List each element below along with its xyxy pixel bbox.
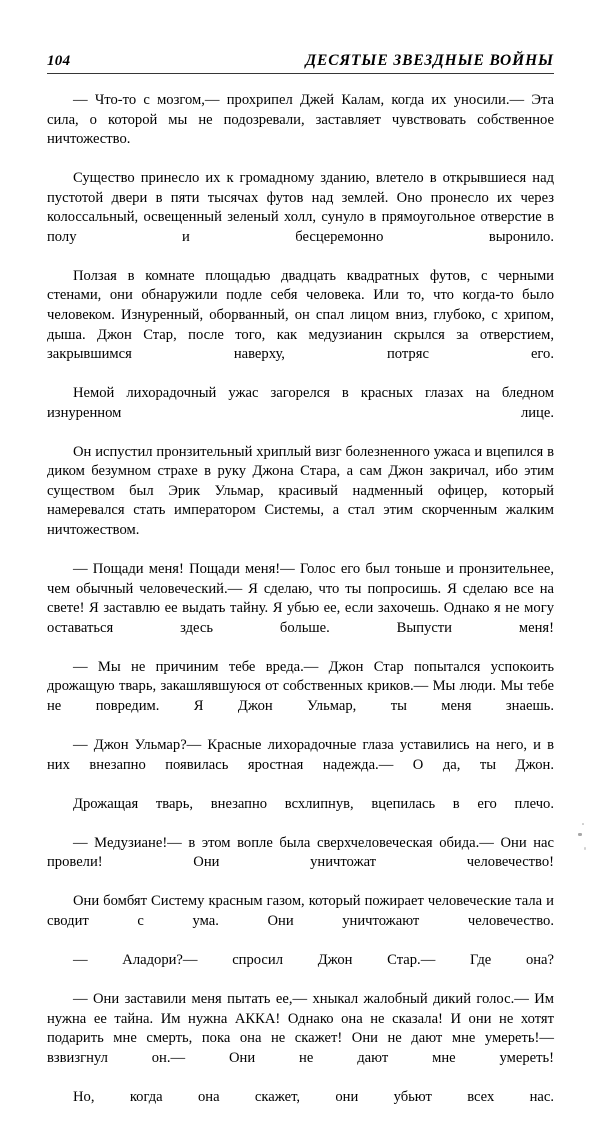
scan-speckle [578,833,582,836]
running-title: ДЕСЯТЫЕ ЗВЕЗДНЫЕ ВОЙНЫ [305,52,554,69]
scan-speckle [584,847,586,850]
paragraph: — Мы не причиним тебе вреда.— Джон Стар попытался успокоить дрожащую тварь, закашлявшуюся от собственных криков.— Мы люди. Мы тебе не повредим. Я Джон Ульмар, ты меня знаешь. [47,658,554,714]
paragraph: Ползая в комнате площадью двадцать квадратных футов, с черными стенами, они обнаружили подле себя человека. Или то, что когда-то было человеком. Изнуренный, оборванный, он спал лицом вниз, глубоко, с хрипом, дыша. Джон Стар, после того, как медузианин скрылся за отверстием, закрывшимся наверху, потряс его. [47,267,554,363]
running-head [47,52,554,70]
paragraph: — Аладори?— спросил Джон Стар.— Где она? [73,952,554,969]
page-number: 104 [47,53,71,69]
paragraph: — Джон Ульмар?— Красные лихорадочные глаза уставились на него, и в них внезапно появилась яростная надежда.— О да, ты Джон. [47,737,554,773]
scan-speckle [582,823,584,825]
paragraph: Но, когда она скажет, они убьют всех нас. [73,1088,554,1105]
paragraph: — Пощади меня! Пощади меня!— Голос его был тоньше и пронзительнее, чем обычный человеческий.— Я сделаю, что ты попросишь. Я сделаю все на свете! Я заставлю ее выдать тайну. Я убью ее, если захочешь. Однако я не могу оставаться здесь больше. Выпусти меня! [47,561,554,636]
paragraph: — Медузиане!— в этом вопле была сверхчеловеческая обида.— Они нас провели! Они уничтожат человечество! [47,834,554,871]
paragraph: — Что-то с мозгом,— прохрипел Джей Калам, когда их уносили.— Эта сила, о которой мы не подозревали, заставляет чувствовать собственное ничтожество. [47,92,554,148]
paragraph: Немой лихорадочный ужас загорелся в красных глазах на бледном изнуренном лице. [47,385,554,421]
paragraph: Он испустил пронзительный хриплый визг болезненного ужаса и вцепился в диком безумном страхе в руку Джона Стара, а сам Джон закричал, ибо этим существом был Эрик Ульмар, красивый надменный офицер, который намеревался стать императором Системы, а стал этим скорченным жалким ничтожеством. [47,443,554,539]
paragraph: Дрожащая тварь, внезапно всхлипнув, вцепилась в его плечо. [73,795,554,812]
header-rule [47,73,554,74]
paragraph: Они бомбят Систему красным газом, который пожирает человеческие тала и сводит с ума. Они уничтожают человечество. [47,893,554,929]
paragraph: Существо принесло их к громадному зданию, влетело в открывшиеся над пустотой двери в пяти тысячах футов над землей. Оно пронесло их через колоссальный, освещенный зеленый холл, сунуло в прямоугольное отверстие в полу и бесцеремонно выронило. [47,170,554,245]
body-text [47,91,554,1127]
paragraph: — Они заставили меня пытать ее,— хныкал жалобный дикий голос.— Им нужна ее тайна. Им нужна АККА! Однако она не сказала! И они не хотят подарить мне смерть, пока она не скажет! Они не дают мне умереть!— взвизгнул он.— Они не дают мне умереть! [47,991,554,1066]
